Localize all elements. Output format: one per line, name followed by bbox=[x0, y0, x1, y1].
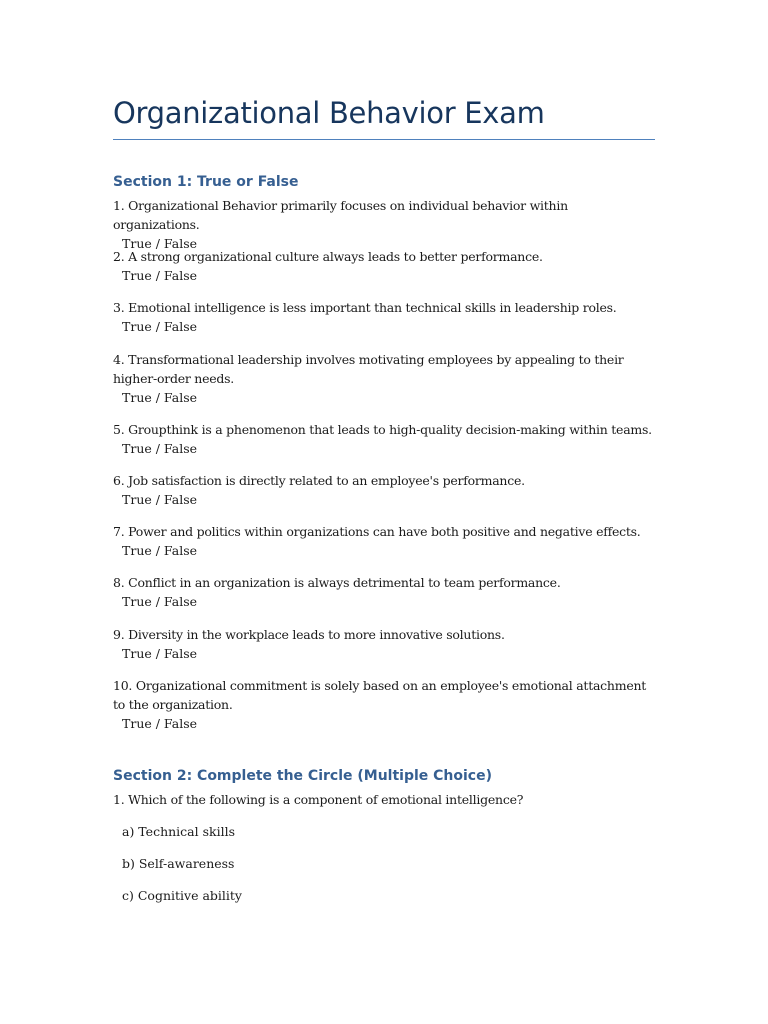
true-false-answer: True / False bbox=[122, 236, 198, 251]
true-false-answer: True / False bbox=[122, 319, 198, 334]
question-text: 3. Emotional intelligence is less important than technical skills in leadership roles. bbox=[113, 300, 617, 315]
tf-question-9 bbox=[113, 625, 655, 663]
tf-question-1 bbox=[113, 196, 655, 253]
mc-option-b: b) Self-awareness bbox=[122, 856, 235, 871]
tf-question-10 bbox=[113, 676, 655, 733]
tf-question-8 bbox=[113, 573, 655, 611]
tf-question-3 bbox=[113, 298, 655, 336]
section-1-heading: Section 1: True or False bbox=[113, 174, 299, 190]
tf-question-5 bbox=[113, 420, 655, 458]
true-false-answer: True / False bbox=[122, 543, 198, 558]
page-title: Organizational Behavior Exam bbox=[113, 96, 545, 130]
true-false-answer: True / False bbox=[122, 716, 198, 731]
true-false-answer: True / False bbox=[122, 594, 198, 609]
tf-question-4 bbox=[113, 350, 655, 407]
true-false-answer: True / False bbox=[122, 492, 198, 507]
question-text: 8. Conflict in an organization is always detrimental to team performance. bbox=[113, 575, 561, 590]
section-2-heading: Section 2: Complete the Circle (Multiple Choice) bbox=[113, 768, 492, 784]
true-false-answer: True / False bbox=[122, 268, 198, 283]
question-text: 1. Organizational Behavior primarily focuses on individual behavior within organizations. bbox=[113, 198, 568, 232]
question-text: 2. A strong organizational culture always leads to better performance. bbox=[113, 249, 543, 264]
title-divider bbox=[113, 139, 655, 140]
true-false-answer: True / False bbox=[122, 390, 198, 405]
mc-question-1 bbox=[113, 790, 655, 809]
true-false-answer: True / False bbox=[122, 646, 198, 661]
question-text: 6. Job satisfaction is directly related to an employee's performance. bbox=[113, 473, 525, 488]
tf-question-2 bbox=[113, 247, 655, 285]
true-false-answer: True / False bbox=[122, 441, 198, 456]
question-text: 4. Transformational leadership involves motivating employees by appealing to their higher-order needs. bbox=[113, 352, 624, 386]
mc-option-a: a) Technical skills bbox=[122, 824, 235, 839]
mc-option-c: c) Cognitive ability bbox=[122, 888, 242, 903]
tf-question-7 bbox=[113, 522, 655, 560]
question-text: 9. Diversity in the workplace leads to more innovative solutions. bbox=[113, 627, 505, 642]
question-text: 5. Groupthink is a phenomenon that leads to high-quality decision-making within teams. bbox=[113, 422, 652, 437]
question-text: 7. Power and politics within organizations can have both positive and negative effects. bbox=[113, 524, 641, 539]
question-text: 10. Organizational commitment is solely based on an employee's emotional attachment to the organization. bbox=[113, 678, 647, 712]
question-text: 1. Which of the following is a component of emotional intelligence? bbox=[113, 792, 524, 807]
tf-question-6 bbox=[113, 471, 655, 509]
